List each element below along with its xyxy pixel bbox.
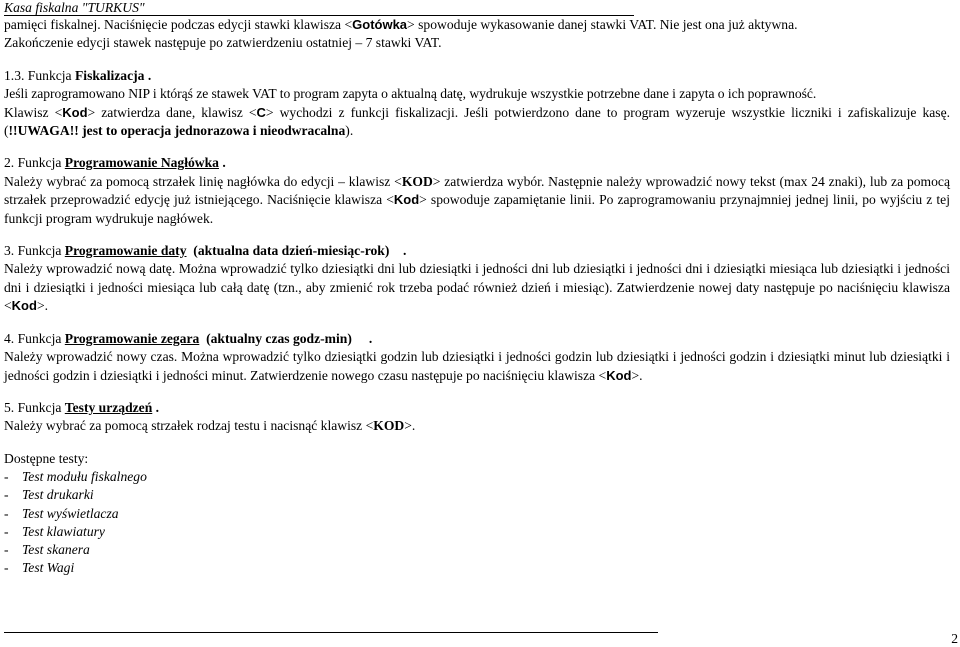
test-name: Test klawiatury (22, 523, 105, 539)
section-3-text (4, 260, 950, 315)
key-kod: Kod (606, 367, 632, 383)
section-number: 4. Funkcja (4, 330, 65, 346)
text: >. (36, 298, 49, 314)
test-name: Test Wagi (22, 560, 75, 576)
text: >. (404, 418, 416, 434)
section-4-text (4, 348, 950, 385)
section-dot: . (144, 67, 152, 83)
list-item (4, 468, 950, 486)
section-dot: . (218, 155, 226, 171)
key-kod: Kod (393, 192, 420, 208)
dash: - (4, 523, 9, 539)
intro-paragraph (4, 16, 950, 53)
text: ). (345, 123, 354, 139)
section-number: 1.3. Funkcja (4, 67, 75, 83)
section-title: Programowanie Nagłówka (64, 155, 219, 171)
section-2-text (4, 173, 950, 228)
section-number: 2. Funkcja (4, 155, 65, 171)
text: Klawisz < (4, 104, 63, 120)
section-1-3-text-2 (4, 104, 950, 141)
section-number: 5. Funkcja (4, 399, 65, 415)
text: Należy wybrać za pomocą strzałek linię nagłówka do edycji – klawisz < (4, 173, 402, 189)
test-name: Test modułu fiskalnego (22, 469, 147, 485)
section-1-3-text-1: Jeśli zaprogramowano NIP i którąś ze stawek VAT to program zapyta o aktualną datę, wydrukuje wszystkie potrzebne dane i zapyta o ich poprawność. (4, 86, 817, 102)
text: > zatwierdza dane, klawisz < (87, 104, 257, 120)
footer-rule (4, 632, 658, 633)
key-kod: Kod (62, 104, 88, 120)
section-title: Programowanie zegara (64, 330, 200, 346)
section-1-3-heading (4, 67, 950, 85)
section-3-heading (4, 242, 950, 260)
text: > spowoduje zapamiętanie linii. Po zaprogramowaniu przynajmniej jednej linii, po wyjściu z tej funkcji program wydrukuje nagłówek. (4, 192, 950, 226)
dash: - (4, 487, 9, 503)
section-dot: . (152, 399, 160, 415)
key-kod: KOD (401, 173, 433, 189)
section-5-text (4, 417, 950, 435)
text: >. (631, 367, 643, 383)
section-dot: . (389, 243, 407, 259)
section-title: Programowanie daty (64, 243, 187, 259)
test-name: Test wyświetlacza (22, 505, 119, 521)
section-subtitle: (aktualny czas godz-min) (199, 330, 352, 346)
dash: - (4, 560, 9, 576)
warning-text: !!UWAGA!! jest to operacja jednorazowa i nieodwracalna (8, 123, 346, 139)
section-number: 3. Funkcja (4, 243, 65, 259)
intro-text-3: Zakończenie edycji stawek następuje po zatwierdzeniu ostatniej – 7 stawki VAT. (4, 35, 442, 51)
tests-list (4, 468, 950, 577)
key-c: C (256, 104, 266, 120)
section-subtitle: (aktualna data dzień-miesiąc-rok) (186, 243, 390, 259)
page-header: Kasa fiskalna "TURKUS" (4, 0, 634, 16)
key-kod: Kod (11, 298, 37, 314)
section-4-heading (4, 330, 950, 348)
text: > zatwierdza wybór. Następnie należy wprowadzić nowy tekst (max 24 znaki), lub za pomocą strzałek przeprowadzić edycję już istniejącego. Naciśnięcie klawisza < (4, 173, 950, 208)
section-2-heading (4, 154, 950, 172)
intro-text-2: > spowoduje wykasowanie danej stawki VAT. Nie jest ona już aktywna. (407, 17, 798, 32)
list-item (4, 486, 950, 504)
text: Należy wprowadzić nowy czas. Można wprowadzić tylko dziesiątki godzin lub dziesiątki i jedności godzin lub dziesiątki i jedności godzin i dziesiątki minut lub dziesiątki i jedności godzin i dziesiątki i jedności minut. Zatwierdzenie nowego czasu następuje po naciśnięciu klawisza < (4, 349, 950, 383)
list-item (4, 523, 950, 541)
section-title: Testy urządzeń (64, 399, 153, 415)
test-name: Test drukarki (22, 487, 94, 503)
text: Należy wybrać za pomocą strzałek rodzaj testu i nacisnąć klawisz < (4, 418, 374, 434)
dash: - (4, 469, 9, 485)
list-item (4, 541, 950, 559)
page-number: 2 (951, 631, 958, 646)
dash: - (4, 505, 9, 521)
key-kod: KOD (373, 418, 405, 434)
section-5-heading (4, 399, 950, 417)
text: > wychodzi z funkcji fiskalizacji. Jeśli potwierdzono dane to program wyzeruje wszystkie liczniki i zafiskalizuje kasę. ( (4, 104, 951, 139)
text: Należy wprowadzić nową datę. Można wprowadzić tylko dziesiątki dni lub dziesiątki i jedności dni lub dziesiątki i jedności dni i dziesiątki miesiąca lub dziesiątki i jedności dni i dziesiątki i jedności miesiąca lub całą datę (tzn., aby zmienić rok trzeba podać również dzień i miesiąc). Zatwierdzenie nowej daty następuje po naciśnięciu klawisza < (4, 261, 950, 314)
list-item (4, 559, 950, 577)
section-title: Fiskalizacja (74, 67, 145, 83)
section-dot: . (351, 330, 373, 346)
tests-heading: Dostępne testy: (4, 450, 89, 466)
test-name: Test skanera (22, 541, 90, 557)
intro-text-1: pamięci fiskalnej. Naciśnięcie podczas edycji stawki klawisza < (4, 17, 353, 32)
key-gotowka: Gotówka (352, 17, 408, 32)
document-page (4, 0, 950, 577)
dash: - (4, 541, 9, 557)
list-item (4, 505, 950, 523)
